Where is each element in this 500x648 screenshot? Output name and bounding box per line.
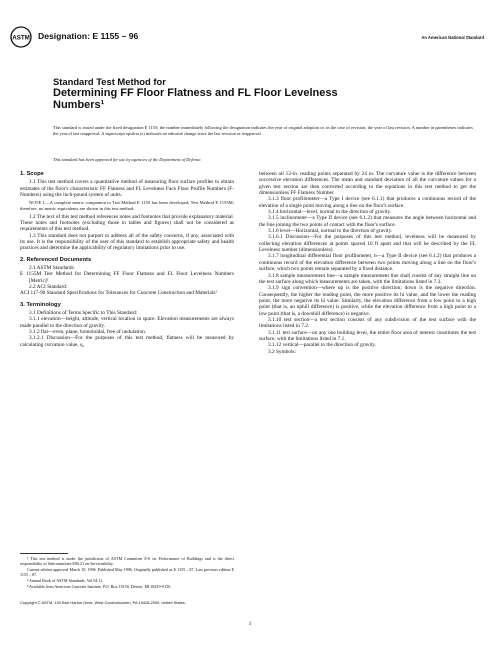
section-heading-referenced-documents: 2. Referenced Documents	[20, 256, 92, 263]
paragraph-3-1-6-1: 3.1.6.1 Discussion—For the purposes of this test method, levelness will be measured by collecting elevation differences at points spaced 10 ft apart and that will be described by the FL Levelness number (dimensionless).	[259, 234, 476, 254]
paragraph-3-1-2-1: 3.1.2.1 Discussion—For the purposes of this test method, flatness will be measured by calculating curvature value, q,	[20, 335, 234, 348]
paragraph-3-1-9: 3.1.9 sign convention—where up is the positive direction; down is the negative direction. Consequently, the higher the reading point, the more positive its hi value, and the lower the reading point, the more negative its hi value. Similarly, the elevation difference from a low point to a high point (that is, an uphill difference) is positive, while the elevation difference from a high point to a low point (that is, a downhill difference) is negative.	[259, 285, 476, 317]
paragraph-1-1: 1.1 This test method covers a quantitative method of measuring floor surface profiles to obtain estimates of the floor's characteristic FF Flatness and FL Levelness Face Floor Profile Numbers (F-Numbers) using the inch-pound system of units.	[20, 179, 234, 199]
footnote-3: ³ Available from American Concrete Institute, P.O. Box 19150, Detroit, MI 48219-0150.	[27, 584, 172, 589]
left-column	[20, 171, 234, 348]
paragraph-3-1-4: 3.1.4 horizontal—level, normal to the direction of gravity.	[268, 209, 392, 216]
footnote-1b: Current edition approved March 10, 1996. Published May 1996. Originally published as E 1155 – 87. Last previous edition E 1155 – 87.	[20, 567, 234, 577]
footnote-1: ¹ This test method is under the jurisdiction of ASTM Committee E-6 on Performance of Buildings and is the direct responsibility of Subcommittee E06.21 on Serviceability.	[20, 556, 234, 566]
paragraph-3-1-10: 3.1.10 test section—a test section consists of any subdivision of the test surface with the limitations listed in 7.2.	[259, 316, 476, 330]
copyright-line: Copyright © ASTM, 100 Barr Harbor Drive, West Conshohocken, PA 19428-2959, United States.	[20, 600, 186, 605]
paragraph-3-1-2: 3.1.2 flat—even, plane, homoloidal, free of undulation.	[29, 329, 147, 336]
standard-notice: This standard is issued under the fixed designation E 1155; the number immediately following the designation indicates the year of original adoption or, in the case of revision, the year of last revision. A number in parentheses indicates the year of last reapproval. A superscript epsilon (ε) indicates an editorial change since the last revision or reapproval.	[53, 125, 473, 137]
footnote-divider	[20, 553, 68, 554]
paragraph-3-1-7: 3.1.7 longitudinal differential floor profilometer, n—a Type II device (see 6.1.2) that produces a continuous record of the elevation difference between two points moving along a line on the floor's surface, which two points remain separated by a fixed distance.	[259, 253, 476, 273]
paragraph-3-1-12: 3.1.12 vertical—parallel to the direction of gravity.	[268, 342, 377, 349]
title-line-3: Numbers¹	[53, 99, 105, 111]
note-1: NOTE 1—A complete metric companion to Test Method E 1155 has been developed, Test Method E 1155M; therefore, no metric equivalents are shown in this test method.	[20, 200, 234, 211]
paragraph-1-3: 1.3 This standard does not purport to address all of the safety concerns, if any, associated with its use. It is the responsibility of the user of this standard to establish appropriate safety and health practices and determine the applicability of regulatory limitations prior to use.	[20, 232, 234, 252]
paragraph-3-1: 3.1 Definitions of Terms Specific to This Standard:	[29, 310, 138, 317]
paragraph-3-1-5: 3.1.5 inclinometer—a Type II device (see 6.1.2) that measures the angle between horizontal and the line joining the two points of contact with the floor's surface.	[259, 215, 476, 228]
footnotes	[20, 556, 234, 590]
paragraph-continued: between all 12-in. reading points separated by 24 in. The curvature value is the difference between successive elevation differences. The mean and standard deviation of all the curvature values for a given test section are then converted according to the equations in this test method to get the dimensionless FF Flatness Number.	[259, 171, 476, 197]
footnote-2: ² Annual Book of ASTM Standards, Vol 04.11.	[27, 578, 104, 583]
section-heading-terminology: 3. Terminology	[20, 301, 61, 308]
title-line-2: Determining FF Floor Flatness and FL Floor Levelness	[53, 87, 338, 99]
svg-text:ASTM: ASTM	[12, 34, 30, 42]
designation: Designation: E 1155 – 96	[38, 31, 139, 41]
paragraph-3-2: 3.2 Symbols:	[268, 348, 296, 355]
paragraph-3-1-3: 3.1.3 floor profilometer—a Type I device (see 6.1.1) that produces a continuous record of the elevation of a single point moving along a line on the floor's surface.	[259, 196, 476, 209]
reference-aci-117: ACI 117-90 Standard Specifications for Tolerances for Concrete Construction and Materials³	[20, 290, 217, 297]
paragraph-3-1-11: 3.1.11 test surface—on any one building level, the entire floor area of interest constitutes the test surface, with the limitations listed in 7.1.	[259, 329, 476, 342]
approval-notice: This standard has been approved for use by agencies of the Department of Defense.	[53, 157, 202, 162]
national-standard-label: An American National Standard	[421, 35, 484, 40]
page-number: 1	[248, 621, 252, 627]
right-column	[259, 171, 476, 355]
page-title	[53, 76, 473, 111]
document-header	[10, 26, 488, 50]
title-line-1: Standard Test Method for	[53, 76, 166, 87]
reference-e1155m: E 1155M Test Method for Determining FF Floor Flatness and FL Floor Levelness Numbers [Metric]²	[20, 271, 234, 284]
paragraph-3-1-1: 3.1.1 elevation—height, altitude, vertical location in space. Elevation measurements are always made parallel to the direction of gravity.	[20, 316, 234, 329]
paragraph-3-1-8: 3.1.8 sample measurement line—a sample measurement line shall consist of any straight line on the test surface along which measurements are taken, with the limitations listed in 7.3.	[259, 272, 476, 285]
paragraph-1-2: 1.2 The text of this test method references notes and footnotes that provide explanatory material. These notes and footnotes (excluding those in tables and figures) shall not be considered as requirements of this test method.	[20, 213, 234, 233]
section-heading-scope: 1. Scope	[20, 171, 44, 177]
astm-logo	[10, 26, 32, 48]
paragraph-2-2: 2.2 ACI Standard:	[29, 284, 68, 290]
paragraph-2-1: 2.1 ASTM Standards:	[29, 264, 76, 271]
paragraph-3-1-6: 3.1.6 level—Horizontal, normal to the direction of gravity.	[268, 228, 393, 235]
